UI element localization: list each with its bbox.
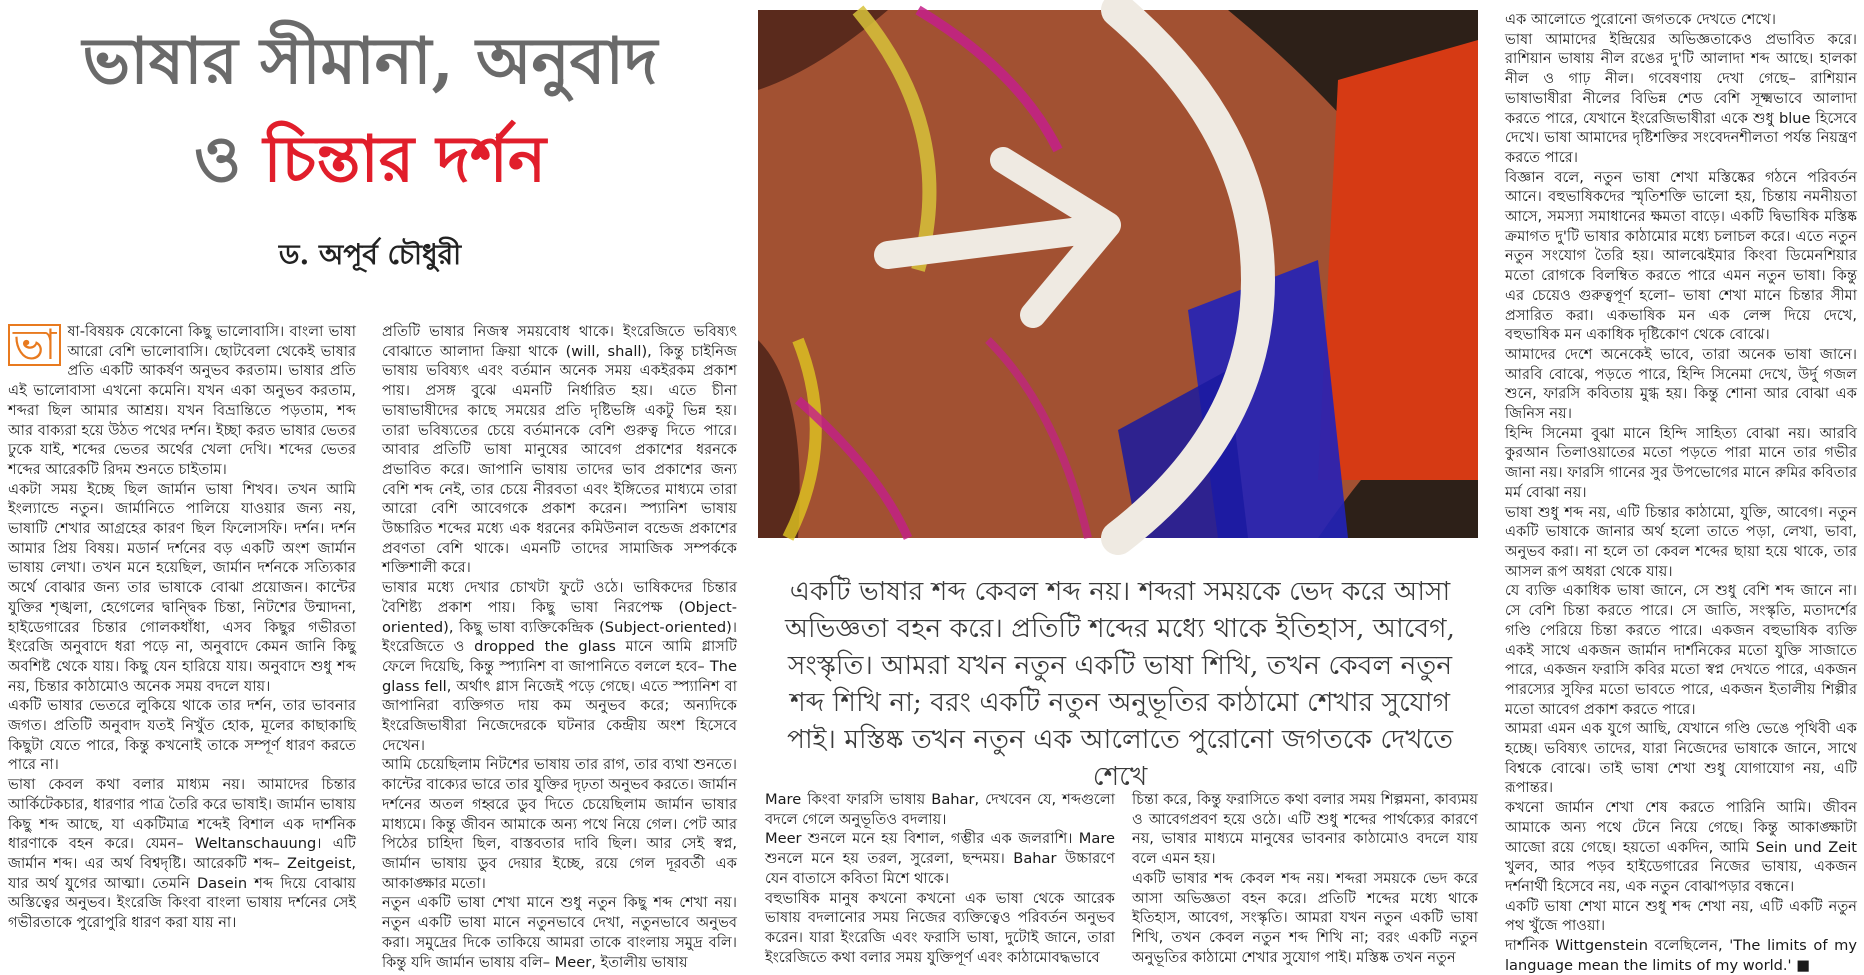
paragraph: এক আলোতে পুরোনো জগতকে দেখতে শেখে।	[1505, 11, 1777, 28]
article-column-5	[1505, 10, 1857, 974]
drop-cap: ভা	[8, 324, 61, 366]
headline-line-1: ভাষার সীমানা, অনুবাদ	[82, 24, 658, 99]
paragraph: প্রতিটি ভাষার নিজস্ব সময়বোধ থাকে। ইংরেজিতে ভবিষ্যৎ বোঝাতে আলাদা ক্রিয়া থাকে (will, shall), কিন্তু চাইনিজ ভাষায় ভবিষ্যৎ এবং বর্তমান অনেক সময় একইরকম প্রকাশ পায়। প্রসঙ্গ বুঝে এমনটি নির্ধারিত হয়। এতে চীনা ভাষাভাষীদের কাছে সময়ের প্রতি দৃষ্টিভঙ্গি একটু ভিন্ন হয়। তারা ভবিষ্যতের চেয়ে বর্তমানকে বেশি গুরুত্ব দিতে পারে। আবার প্রতিটি ভাষা মানুষের আবেগ প্রকাশের ধরনকে প্রভাবিত করে। জাপানি ভাষায় তাদের ভাব প্রকাশের জন্য বেশি শব্দ নেই, তার চেয়ে নীরবতা এবং ইঙ্গিতের মাধ্যমে তারা আরো বেশি আবেগকে প্রকাশ করেন। স্প্যানিশ ভাষায় উচ্চারিত শব্দের মধ্যে এক ধরনের কমিউনাল বন্ডেজ প্রকাশের প্রবণতা বেশি থাকে। এমনটি তাদের সামাজিক সম্পর্ককে শক্তিশালী করে।	[382, 323, 737, 577]
article-column-3	[765, 790, 1115, 965]
headline-line-2-prefix: ও	[193, 122, 264, 197]
paragraph: যে ব্যক্তি একাধিক ভাষা জানে, সে শুধু বেশি শব্দ জানে না। সে বেশি চিন্তা করতে পারে। সে জাতি, সংস্কৃতি, মতাদর্শের গণ্ডি পেরিয়ে চিন্তা করতে পারে। একজন বহুভাষিক ব্যক্তি একই সাথে একজন জার্মান দার্শনিকের মতো যুক্তি সাজাতে পারে, একজন ফরাসি কবির মতো স্বপ্ন দেখতে পারে, একজন পারস্যের সুফির মতো ভাবতে পারে, একজন ইতালীয় শিল্পীর মতো আবেগ প্রকাশ করতে পারে।	[1505, 582, 1857, 718]
paragraph	[8, 322, 356, 480]
paragraph: নতুন একটি ভাষা শেখা মানে শুধু নতুন কিছু শব্দ শেখা নয়। নতুন একটি ভাষা মানে নতুনভাবে দেখা, নতুনভাবে অনুভব করা। সমুদ্রের দিকে তাকিয়ে আমরা তাকে বাংলায় সমুদ্র বলি। কিন্তু যদি জার্মান ভাষায় বলি– Meer, ইতালীয় ভাষায়	[382, 894, 737, 971]
paragraph: একটি ভাষার ভেতরে লুকিয়ে থাকে তার দর্শন, তার ভাবনার জগত। প্রতিটি অনুবাদ যতই নিখুঁত হোক, মূলের কাছাকাছি কিছুটা যেতে পারে, কিন্তু কখনোই তাকে সম্পূর্ণ ধারণ করতে পারে না।	[8, 697, 356, 774]
article-column-2	[382, 322, 737, 971]
author-byline: ড. অপূর্ব চৌধুরী	[278, 238, 462, 271]
hero-illustration	[758, 10, 1478, 538]
paragraph: আমি চেয়েছিলাম নিটশের ভাষায় তার রাগ, তার ব্যথা শুনতে। কান্টের বাক্যের ভারে তার যুক্তির দৃঢ়তা অনুভব করতে। জার্মান দর্শনের অতল গহ্বরে ডুব দিতে চেয়েছিলাম জার্মান ভাষার মাধ্যমে। কিন্তু জীবন আমাকে অন্য পথে নিয়ে গেল। পেট আর পিঠের চাহিদা ছিল, বাস্তবতার দাবি ছিল। আর সেই স্বপ্ন, জার্মান ভাষায় ডুব দেয়ার ইচ্ছে, রয়ে গেল দূরবর্তী এক আকাঙ্ক্ষার মতো।	[382, 756, 737, 892]
paragraph: ভাষা কেবল কথা বলার মাধ্যম নয়। আমাদের চিন্তার আর্কিটেকচার, ধারণার পাত্র তৈরি করে ভাষাই। জার্মান ভাষায় কিছু শব্দ আছে, যা একটিমাত্র শব্দেই বিশাল এক দার্শনিক ধারণাকে বহন করে। যেমন– Weltanschauung। এটি জার্মান শব্দ। এর অর্থ বিশ্বদৃষ্টি। আরেকটি শব্দ– Zeitgeist, যার অর্থ যুগের আত্মা। তেমনি Dasein শব্দ দিয়ে বোঝায় অস্তিত্বের অনুভব। ইংরেজি কিংবা বাংলা ভাষায় দর্শনের সেই গভীরতাকে পুরোপুরি ধারণ করা যায় না।	[8, 776, 356, 932]
paragraph: ভাষার মধ্যে দেখার চোখটা ফুটে ওঠে। ভাষিকদের চিন্তার বৈশিষ্ট্য প্রকাশ পায়। কিছু ভাষা নিরপেক্ষ (Object-oriented), কিছু ভাষা ব্যক্তিকেন্দ্রিক (Subject-oriented)। ইংরেজিতে ও dropped the glass মানে আমি গ্লাসটি ফেলে দিয়েছি, কিন্তু স্প্যানিশ বা জাপানিতে বললে হবে– The glass fell, অর্থাৎ গ্লাস নিজেই পড়ে গেছে। এতে স্প্যানিশ বা জাপানিরা ব্যক্তিগত দায় কম অনুভব করে; অন্যদিকে ইংরেজিভাষীরা নিজেদেরকে ঘটনার কেন্দ্রীয় অংশ হিসেবে দেখেন।	[382, 579, 737, 754]
paragraph: বিজ্ঞান বলে, নতুন ভাষা শেখা মস্তিষ্কের গঠনে পরিবর্তন আনে। বহুভাষিকদের স্মৃতিশক্তি ভালো হয়, চিন্তায় নমনীয়তা আসে, সমস্যা সমাধানের ক্ষমতা বাড়ে। একটি দ্বিভাষিক মস্তিষ্ক ক্রমাগত দু'টি ভাষার কাঠামোর মধ্যে চলাচল করে। এতে নতুন নতুন সংযোগ তৈরি হয়। আলঝেইমার কিংবা ডিমেনশিয়ার মতো রোগকে বিলম্বিত করতে পারে এমন নতুন ভাষা। কিন্তু এর চেয়েও গুরুত্বপূর্ণ হলো– ভাষা শেখা মানে চিন্তার সীমা প্রসারিত করা। একভাষিক মন এক লেন্স দিয়ে দেখে, বহুভাষিক মন একাধিক দৃষ্টিকোণ থেকে বোঝে।	[1505, 168, 1857, 344]
paragraph: আমরা এমন এক যুগে আছি, যেখানে গণ্ডি ভেঙে পৃথিবী এক হচ্ছে। ভবিষ্যৎ তাদের, যারা নিজেদের ভাষাকে জানে, সাথে বিশ্বকে বোঝে। তাই ভাষা শেখা শুধু যোগাযোগ নয়, এটি রূপান্তর।	[1505, 720, 1857, 797]
article-column-4	[1132, 790, 1478, 965]
paragraph: হিন্দি সিনেমা বুঝা মানে হিন্দি সাহিত্য বোঝা নয়। আরবি কুরআন তিলাওয়াতের মতো পড়তে পারা মানে তার গভীর জানা নয়। ফারসি গানের সুর উপভোগের মানে রুমির কবিতার মর্ম বোঝা নয়।	[1505, 424, 1857, 501]
paragraph: ভাষা আমাদের ইন্দ্রিয়ের অভিজ্ঞতাকেও প্রভাবিত করে। রাশিয়ান ভাষায় নীল রঙের দু'টি আলাদা শব্দ আছে। হালকা নীল ও গাঢ় নীল। গবেষণায় দেখা গেছে– রাশিয়ান ভাষাভাষীরা নীলের বিভিন্ন শেড বেশি সূক্ষ্মভাবে আলাদা করতে পারে, যেখানে ইংরেজিভাষীরা একে শুধু blue হিসেবে দেখে। ভাষা আমাদের দৃষ্টিশক্তির সংবেদনশীলতা পর্যন্ত নিয়ন্ত্রণ করতে পারে।	[1505, 30, 1857, 166]
paragraph: আমাদের দেশে অনেকেই ভাবে, তারা অনেক ভাষা জানে। আরবি বোঝে, পড়তে পারে, হিন্দি সিনেমা দেখে, উর্দু গজল শুনে, ফারসি কবিতায় মুগ্ধ হয়। কিন্তু শোনা আর বোঝা এক জিনিস নয়।	[1505, 345, 1857, 423]
paragraph-text: ষা-বিষয়ক যেকোনো কিছু ভালোবাসি। বাংলা ভাষা আরো বেশি ভালোবাসি। ছোটবেলা থেকেই ভাষার প্রতি একটি আকর্ষণ অনুভব করতাম। ভাষার প্রতি এই ভালোবাসা এখনো কমেনি। যখন একা অনুভব করতাম, শব্দরা ছিল আমার আশ্রয়। যখন বিভ্রান্তিতে পড়তাম, শব্দ আর বাক্যরা হয়ে উঠত পথের দর্শন। ইচ্ছা করত ভাষার ভেতর ঢুকে যাই, শব্দের ভেতর অর্থের খেলা দেখি। শব্দের ভেতর শব্দের আরেকটি রিদম শুনতে চাইতাম।	[8, 323, 356, 478]
headline-highlight: চিন্তার দর্শন	[263, 122, 547, 197]
arrow-icon	[758, 10, 1478, 538]
paragraph: চিন্তা করে, কিন্তু ফরাসিতে কথা বলার সময় শিল্পমনা, কাব্যময় ও আবেগপ্রবণ হয়ে ওঠে। এটি শুধু শব্দের পার্থক্যের কারণে নয়, ভাষার মাধ্যমে মানুষের ভাবনার কাঠামোও বদলে যায় বলে এমন হয়।	[1132, 791, 1478, 868]
paragraph: একটা সময় ইচ্ছে ছিল জার্মান ভাষা শিখব। তখন আমি ইংল্যান্ডে নতুন। জার্মানিতে পালিয়ে যাওয়ার জন্য নয়, ভাষাটি শেখার আগ্রহের কারণ ছিল ফিলোসফি। দর্শন। দর্শন আমার প্রিয় বিষয়। মডার্ন দর্শনের বড় একটি অংশ জার্মান ভাষায় লেখা। তখন মনে হয়েছিল, জার্মান দর্শনকে সত্যিকার অর্থে বোঝার জন্য তার ভাষাকে বোঝা প্রয়োজন। কান্টের যুক্তির শৃঙ্খলা, হেগেলের দ্বান্দ্বিক চিন্তা, নিটশের উন্মাদনা, হাইডেগারের চিন্তার গোলকধাঁধা, এসব কিছুর গভীরতা ইংরেজি অনুবাদে ধরা পড়ে না, অনুবাদে কেমন জানি কিছু অবশিষ্ট থেকে যায়। কিছু যেন হারিয়ে যায়। অনুবাদে শুধু শব্দ নয়, চিন্তার কাঠামোও অনেক সময় বদলে যায়।	[8, 480, 356, 695]
paragraph: Mare কিংবা ফারসি ভাষায় Bahar, দেখবেন যে, শব্দগুলো বদলে গেলে অনুভূতিও বদলায়।	[765, 791, 1115, 828]
pull-quote: একটি ভাষার শব্দ কেবল শব্দ নয়। শব্দরা সময়কে ভেদ করে আসা অভিজ্ঞতা বহন করে। প্রতিটি শব্দের মধ্যে থাকে ইতিহাস, আবেগ, সংস্কৃতি। আমরা যখন নতুন একটি ভাষা শিখি, তখন কেবল নতুন শব্দ শিখি না; বরং একটি নতুন অনুভূতির কাঠামো শেখার সুযোগ পাই। মস্তিষ্ক তখন নতুন এক আলোতে পুরোনো জগতকে দেখতে শেখে	[785, 576, 1455, 792]
paragraph: একটি ভাষা শেখা মানে শুধু শব্দ শেখা নয়, এটি একটি নতুন পথ খুঁজে পাওয়া।	[1505, 897, 1857, 935]
paragraph: কখনো জার্মান শেখা শেষ করতে পারিনি আমি। জীবন আমাকে অন্য পথে টেনে নিয়ে গেছে। কিন্তু আকাঙ্ক্ষাটা আজো রয়ে গেছে। হয়তো একদিন, আমি Sein und Zeit খুলব, আর পড়ব হাইডেগারের নিজের ভাষায়, একজন দর্শনার্থী হিসেবে নয়, এক নতুন বোঝাপড়ার বন্ধনে।	[1505, 799, 1857, 895]
paragraph: Meer শুনলে মনে হয় বিশাল, গম্ভীর এক জলরাশি। Mare শুনলে মনে হয় তরল, সুরেলা, ছন্দময়। Bahar উচ্চারণে যেন বাতাসে কবিতা মিশে থাকে।	[765, 830, 1115, 887]
article-column-1	[8, 322, 356, 964]
headline-line-2	[0, 122, 740, 197]
paragraph: একটি ভাষার শব্দ কেবল শব্দ নয়। শব্দরা সময়কে ভেদ করে আসা অভিজ্ঞতা বহন করে। প্রতিটি শব্দের মধ্যে থাকে ইতিহাস, আবেগ, সংস্কৃতি। আমরা যখন নতুন একটি ভাষা শিখি, তখন কেবল নতুন শব্দ শিখি না; বরং একটি নতুন অনুভূতির কাঠামো শেখার সুযোগ পাই। মস্তিষ্ক তখন নতুন	[1132, 869, 1478, 966]
paragraph: ভাষা শুধু শব্দ নয়, এটি চিন্তার কাঠামো, যুক্তি, আবেগ। নতুন একটি ভাষাকে জানার অর্থ হলো তাতে পড়া, লেখা, ভাবা, অনুভব করা। না হলে তা কেবল শব্দের ছায়া হয়ে থাকে, তার আসল রূপ অধরা থেকে যায়।	[1505, 503, 1857, 580]
paragraph: বহুভাষিক মানুষ কখনো কখনো এক ভাষা থেকে আরেক ভাষায় বদলানোর সময় নিজের ব্যক্তিত্বেও পরিবর্তন অনুভব করেন। যারা ইংরেজি এবং ফরাসি ভাষা, দুটোই জানে, তারা ইংরেজিতে কথা বলার সময় যুক্তিপূর্ণ এবং কাঠামোবদ্ধভাবে	[765, 889, 1115, 966]
paragraph: দার্শনিক Wittgenstein বলেছিলেন, 'The limits of my language mean the limits of my world.' ■	[1505, 937, 1857, 974]
